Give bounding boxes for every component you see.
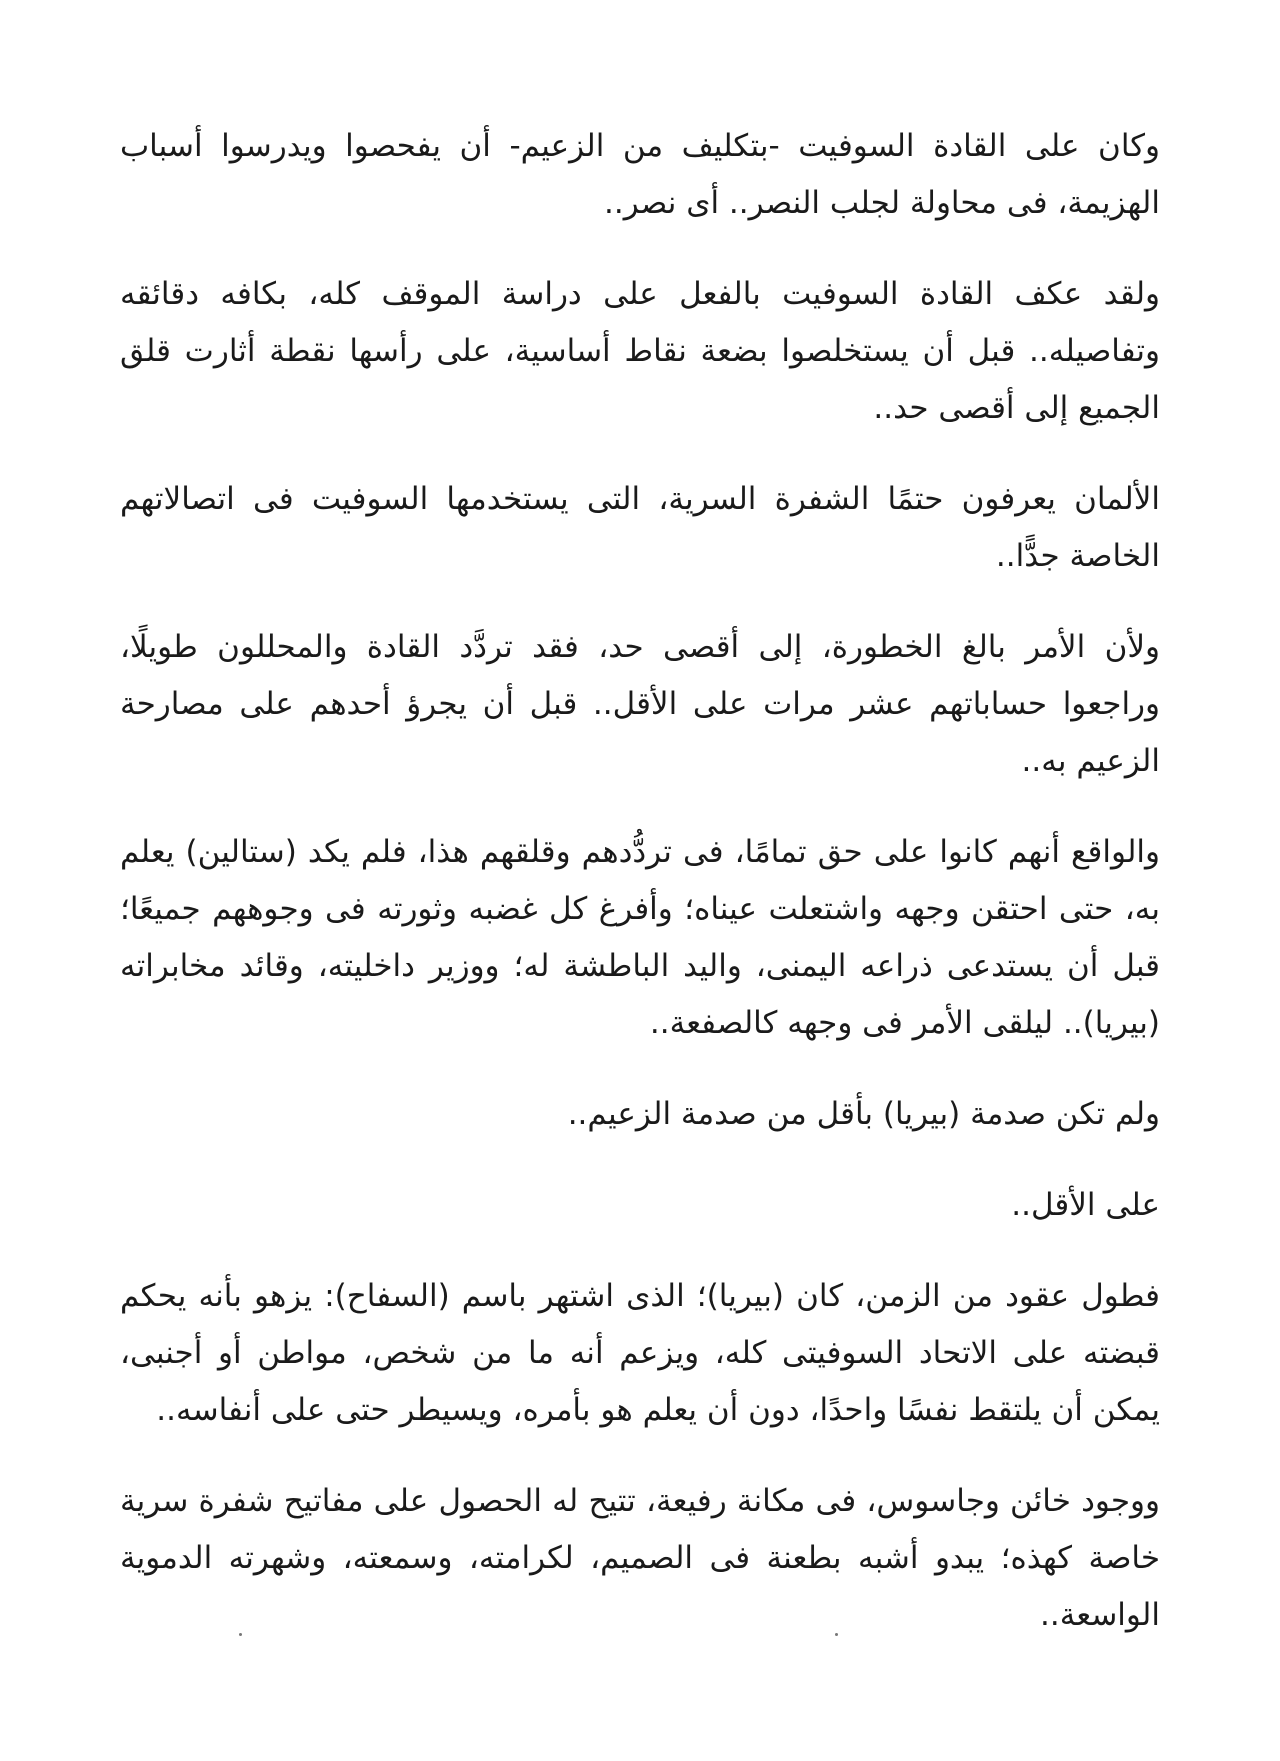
paragraph-9: ووجود خائن وجاسوس، فى مكانة رفيعة، تتيح له الحصول على مفاتيح شفرة سرية خاصة كهذه؛ يبدو أشبه بطعنة فى الصميم، لكرامته، وسمعته، وشهرته الدموية الواسعة.. (120, 1483, 1160, 1633)
paragraph-2: ولقد عكف القادة السوفيت بالفعل على دراسة الموقف كله، بكافه دقائقه وتفاصيله.. قبل أن يستخلصوا بضعة نقاط أساسية، على رأسها نقطة أثارت قلق الجميع إلى أقصى حد.. (120, 276, 1160, 426)
paragraph-5: والواقع أنهم كانوا على حق تمامًا، فى تردُّدهم وقلقهم هذا، فلم يكد (ستالين) يعلم به، حتى احتقن وجهه واشتعلت عيناه؛ وأفرغ كل غضبه وثورته فى وجوههم جميعًا؛ قبل أن يستدعى ذراعه اليمنى، واليد الباطشة له؛ ووزير داخليته، وقائد مخابراته (بيريا).. ليلقى الأمر فى وجهه كالصفعة.. (120, 834, 1160, 1041)
scan-speck (835, 1633, 838, 1636)
paragraph-6: ولم تكن صدمة (بيريا) بأقل من صدمة الزعيم.. (567, 1096, 1160, 1132)
scan-speck (239, 1633, 242, 1636)
page-body (120, 118, 1160, 1678)
paragraph-3: الألمان يعرفون حتمًا الشفرة السرية، التى يستخدمها السوفيت فى اتصالاتهم الخاصة جدًّا.. (120, 481, 1160, 574)
paragraph-4: ولأن الأمر بالغ الخطورة، إلى أقصى حد، فقد تردَّد القادة والمحللون طويلًا، وراجعوا حساباتهم عشر مرات على الأقل.. قبل أن يجرؤ أحدهم على مصارحة الزعيم به.. (120, 629, 1160, 779)
paragraph-7: على الأقل.. (1011, 1187, 1160, 1223)
paragraph-8: فطول عقود من الزمن، كان (بيريا)؛ الذى اشتهر باسم (السفاح): يزهو بأنه يحكم قبضته على الاتحاد السوفيتى كله، ويزعم أنه ما من شخص، مواطن أو أجنبى، يمكن أن يلتقط نفسًا واحدًا، دون أن يعلم هو بأمره، ويسيطر حتى على أنفاسه.. (120, 1278, 1160, 1428)
paragraph-1: وكان على القادة السوفيت -بتكليف من الزعيم- أن يفحصوا ويدرسوا أسباب الهزيمة، فى محاولة لجلب النصر.. أى نصر.. (120, 128, 1160, 221)
